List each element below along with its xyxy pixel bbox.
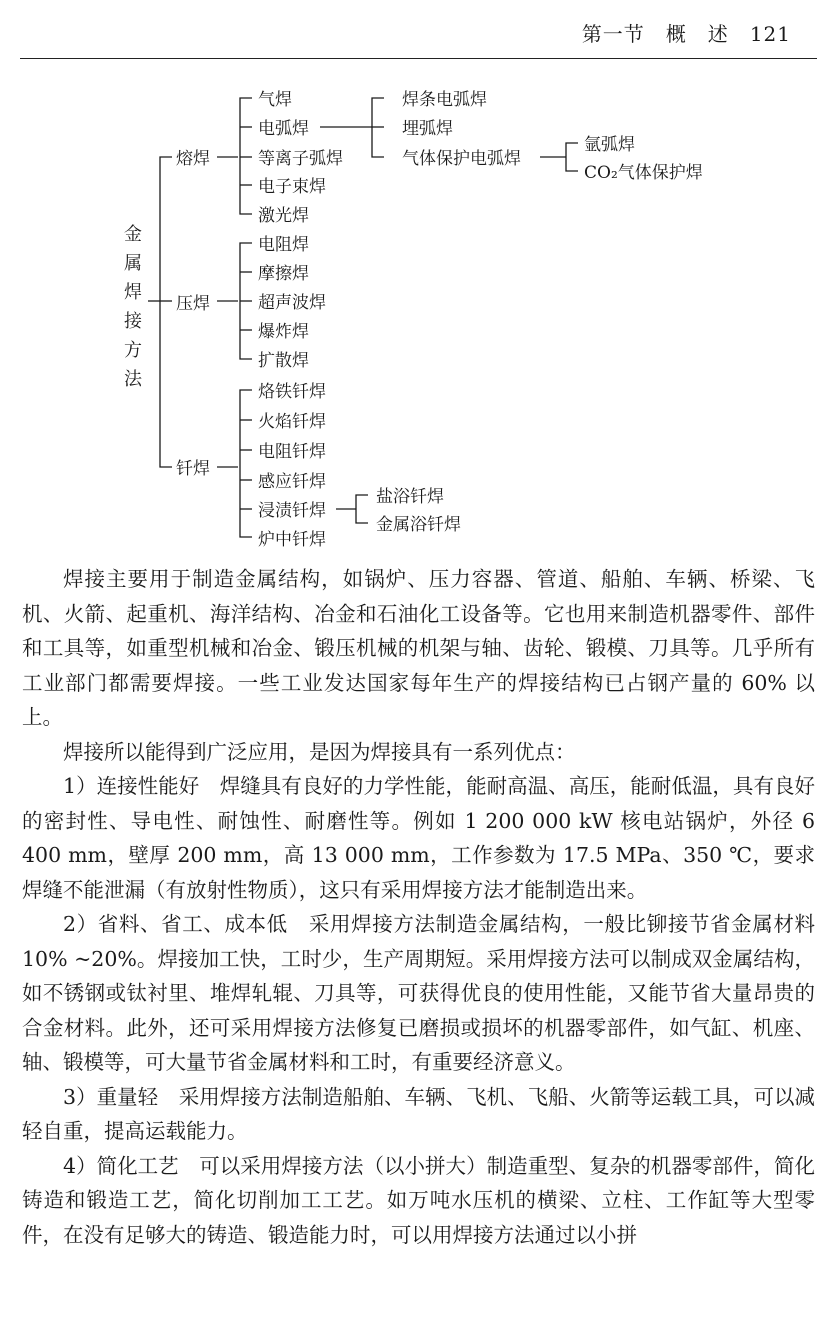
page-number: 121 — [749, 22, 791, 46]
root-char: 金 — [124, 224, 142, 245]
gas-sub-item: 氩弧焊 — [584, 135, 635, 155]
paragraph: 4）简化工艺 可以采用焊接方法（以小拼大）制造重型、复杂的机器零部件，简化铸造和锻造工艺，简化切削加工工艺。如万吨水压机的横梁、立柱、工作缸等大型零件，在没有足够大的铸造、锻造能力时，可以用焊接方法通过以小拼 — [22, 1153, 815, 1247]
fusion-item: 气焊 — [258, 90, 292, 110]
root-char: 法 — [124, 369, 142, 390]
arc-sub-item: 气体保护电弧焊 — [402, 149, 521, 169]
group-label-fusion: 熔焊 — [176, 149, 210, 169]
fusion-item: 激光焊 — [258, 206, 309, 226]
paragraph: 3）重量轻 采用焊接方法制造船舶、车辆、飞机、飞船、火箭等运载工具，可以减轻自重，提高运载能力。 — [22, 1084, 815, 1143]
arc-sub-item: 焊条电弧焊 — [402, 90, 487, 110]
header-text — [582, 18, 791, 47]
pressure-item: 摩擦焊 — [258, 264, 309, 284]
root-char: 焊 — [124, 282, 142, 303]
paragraph: 焊接所以能得到广泛应用，是因为焊接具有一系列优点： — [63, 739, 576, 764]
brazing-item: 火焰钎焊 — [258, 412, 326, 432]
group-label-pressure: 压焊 — [176, 294, 210, 314]
paragraph: 1）连接性能好 焊缝具有良好的力学性能，能耐高温、高压，能耐低温，具有良好的密封性、导电性、耐蚀性、耐磨性等。例如 1 200 000 kW 核电站锅炉，外径 6 400 mm，壁厚 200 mm，高 13 000 mm，工作参数为 17.5 MPa、350 ℃，要求焊缝不能泄漏（有放射性物质），这只有采用焊接方法才能制造出来。 — [22, 774, 815, 902]
pressure-item: 爆炸焊 — [258, 322, 309, 342]
root-char: 接 — [124, 311, 142, 332]
brazing-item: 浸渍钎焊 — [258, 501, 326, 521]
paragraph: 2）省料、省工、成本低 采用焊接方法制造金属结构，一般比铆接节省金属材料 10% ~20%。焊接加工快，工时少，生产周期短。采用焊接方法可以制成双金属结构，如不锈钢或钛衬里、堆焊轧辊、刀具等，可获得优良的使用性能，又能节省大量昂贵的合金材料。此外，还可采用焊接方法修复已磨损或损坏的机器零部件，如气缸、机座、轴、锻模等，可大量节省金属材料和工时，有重要经济意义。 — [22, 912, 815, 1074]
root-char: 属 — [124, 253, 142, 274]
header-title: 概 述 — [665, 22, 729, 46]
pressure-item: 超声波焊 — [258, 293, 326, 313]
root-char: 方 — [124, 340, 142, 361]
dip-sub-item: 盐浴钎焊 — [376, 487, 444, 507]
brazing-item: 炉中钎焊 — [258, 530, 326, 550]
fusion-item: 电子束焊 — [258, 177, 326, 197]
dip-sub-item: 金属浴钎焊 — [376, 515, 461, 535]
gas-sub-item: CO₂气体保护焊 — [584, 163, 703, 183]
pressure-item: 电阻焊 — [258, 235, 309, 255]
fusion-item: 等离子弧焊 — [258, 149, 343, 169]
body-text — [22, 562, 815, 1252]
brazing-item: 烙铁钎焊 — [258, 382, 326, 402]
header-section: 第一节 — [581, 22, 645, 46]
page-header — [20, 0, 817, 59]
welding-methods-tree — [0, 75, 837, 555]
brazing-item: 电阻钎焊 — [258, 442, 326, 462]
paragraph: 焊接主要用于制造金属结构，如锅炉、压力容器、管道、船舶、车辆、桥梁、飞机、火箭、起重机、海洋结构、冶金和石油化工设备等。它也用来制造机器零件、部件和工具等，如重型机械和冶金、锻压机械的机架与轴、齿轮、锻模、刀具等。几乎所有工业部门都需要焊接。一些工业发达国家每年生产的焊接结构已占钢产量的 60% 以上。 — [22, 567, 815, 729]
arc-sub-item: 埋弧焊 — [402, 119, 453, 139]
brazing-item: 感应钎焊 — [258, 472, 326, 492]
fusion-item: 电弧焊 — [258, 119, 309, 139]
group-label-brazing: 钎焊 — [176, 459, 210, 479]
pressure-item: 扩散焊 — [258, 351, 309, 371]
